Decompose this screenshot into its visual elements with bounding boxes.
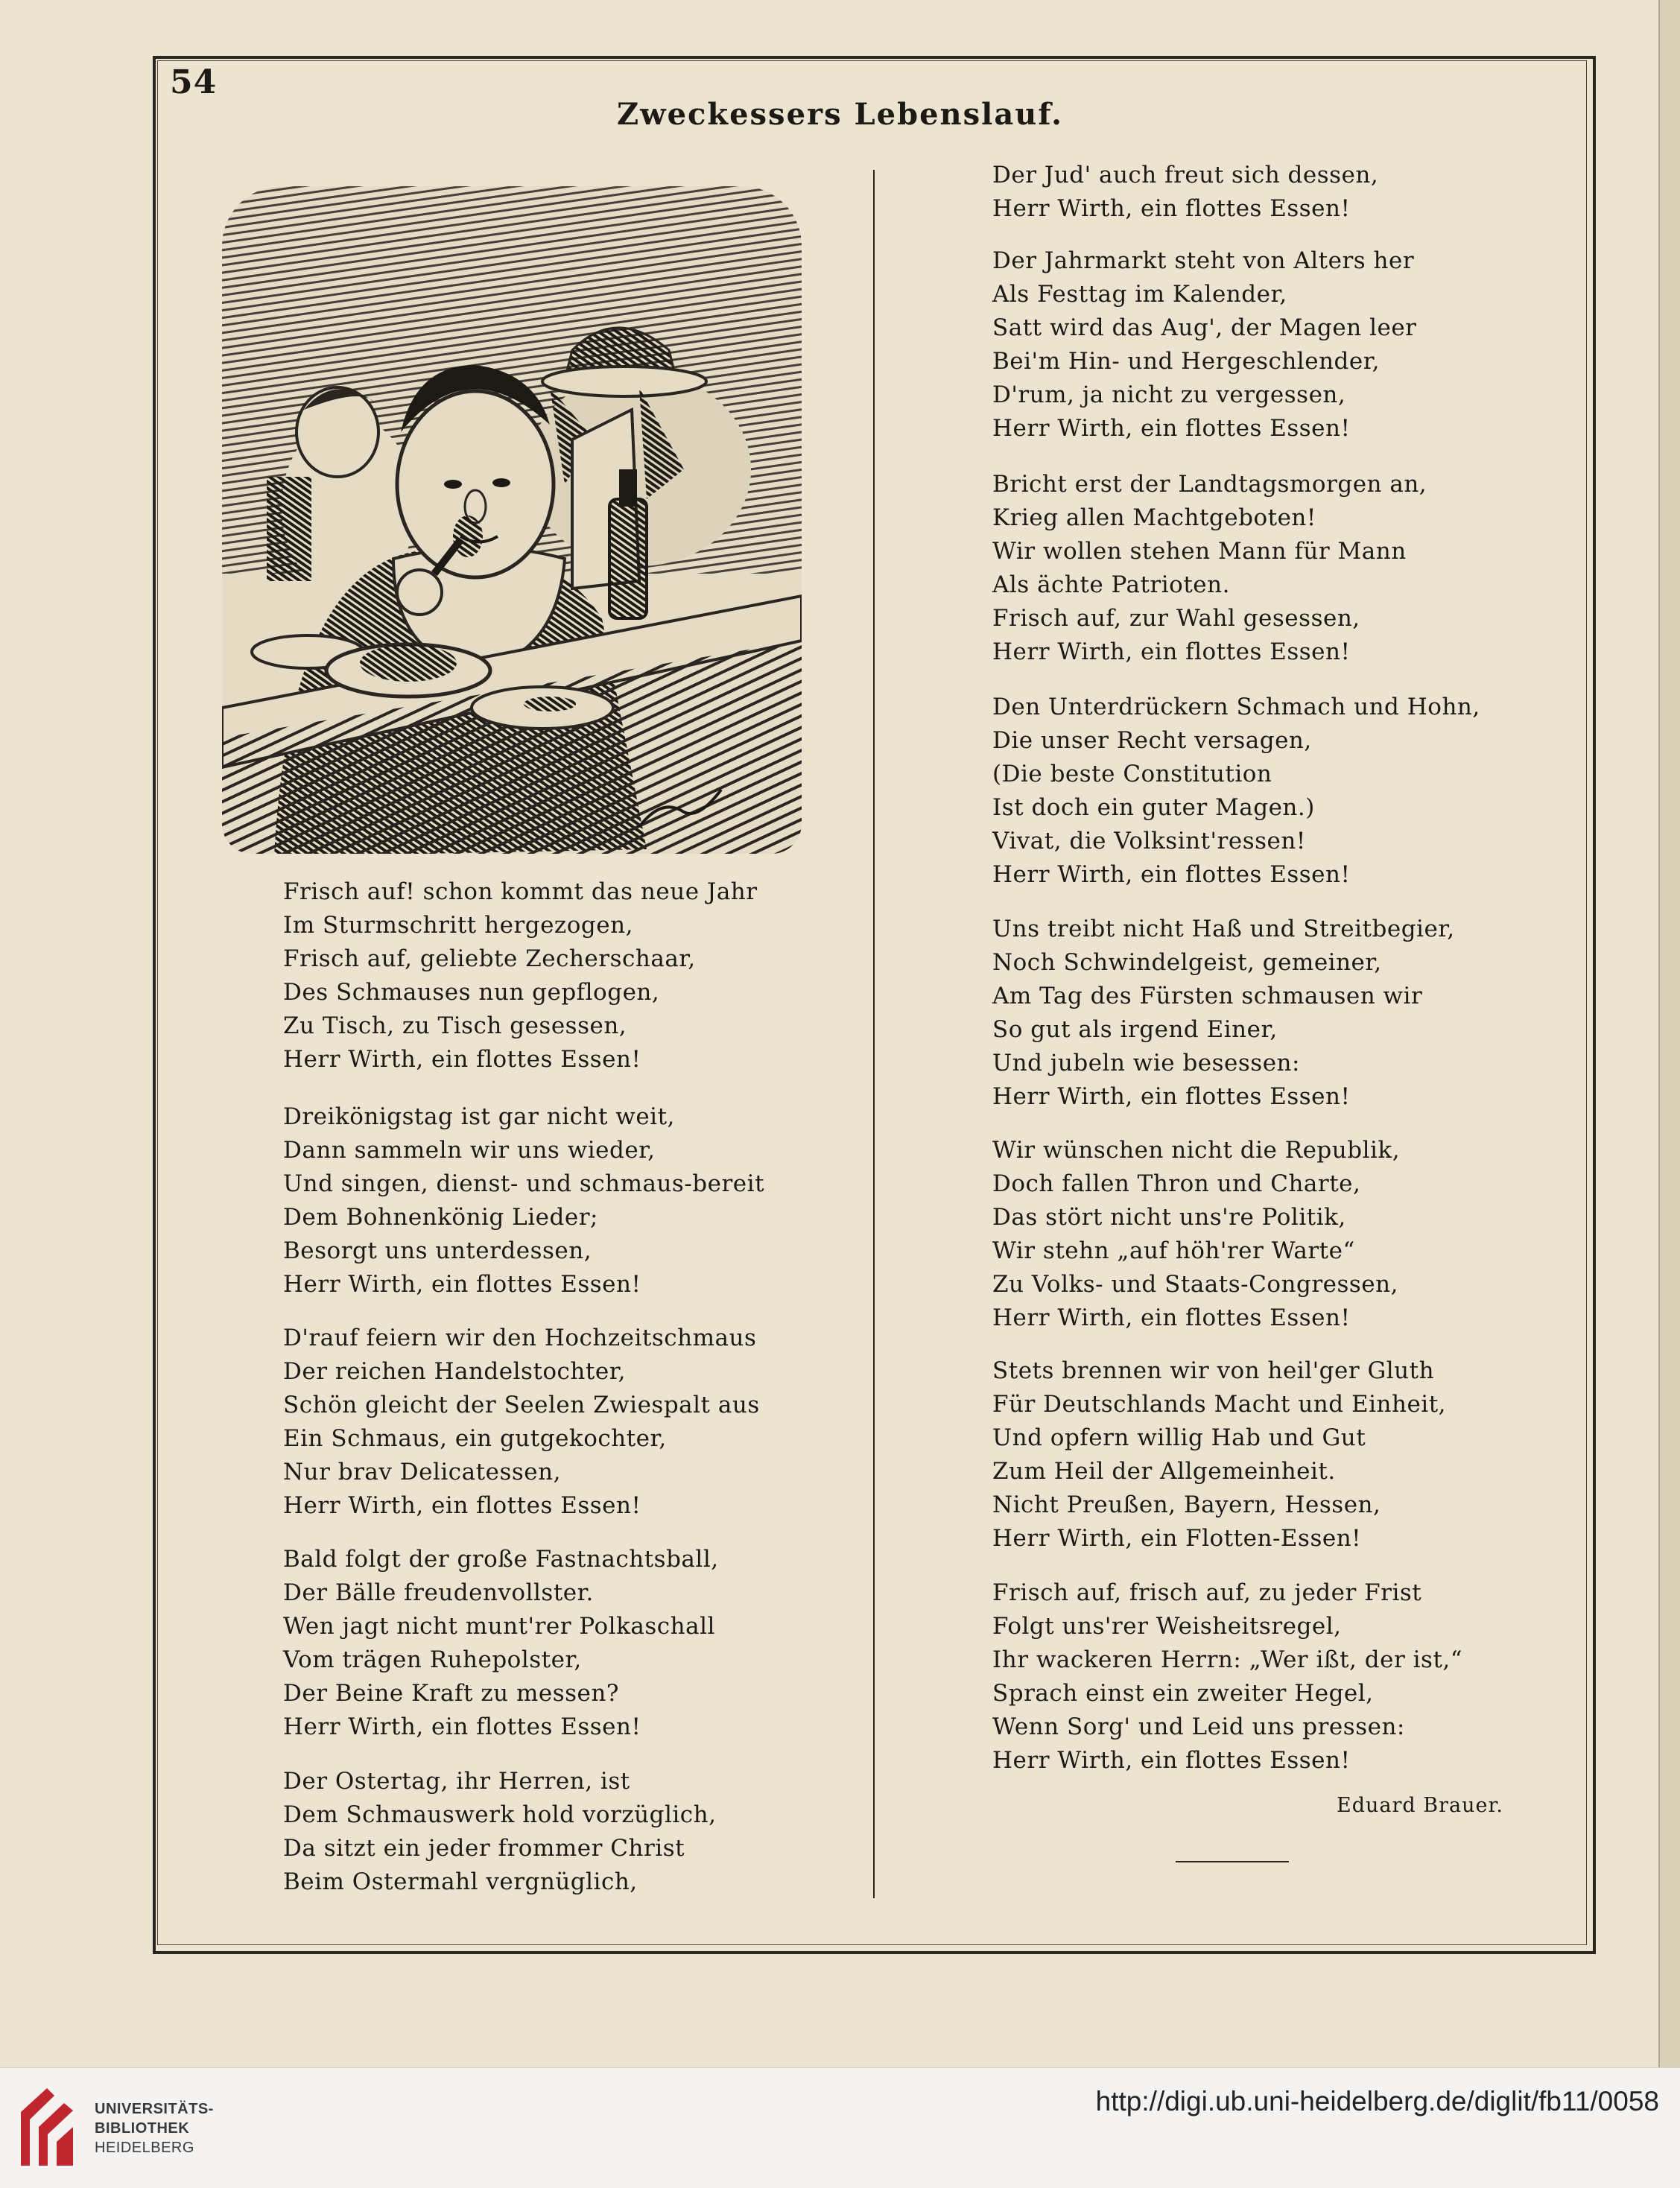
verse-line: Noch Schwindelgeist, gemeiner, xyxy=(992,949,1382,976)
verse-line: Bald folgt der große Fastnachtsball, xyxy=(283,1546,719,1573)
verse-line: Am Tag des Fürsten schmausen wir xyxy=(992,983,1423,1009)
verse-line: Herr Wirth, ein flottes Essen! xyxy=(992,195,1351,222)
verse-line: Schön gleicht der Seelen Zwiespalt aus xyxy=(283,1392,760,1418)
verse-line: Vom trägen Ruhepolster, xyxy=(283,1646,582,1673)
illustration-drawing xyxy=(222,186,802,854)
verse-line: D'rum, ja nicht zu vergessen, xyxy=(992,381,1346,408)
stanza-right-8 xyxy=(992,1576,1462,1778)
verse-line: D'rauf feiern wir den Hochzeitschmaus xyxy=(283,1325,757,1351)
verse-line: Vivat, die Volksint'ressen! xyxy=(992,828,1306,854)
column-divider xyxy=(873,170,875,1898)
verse-line: Besorgt uns unterdessen, xyxy=(283,1237,592,1264)
verse-line: Zu Tisch, zu Tisch gesessen, xyxy=(283,1012,627,1039)
verse-line: Und opfern willig Hab und Gut xyxy=(992,1424,1366,1451)
verse-line: Die unser Recht versagen, xyxy=(992,727,1312,754)
verse-line: Herr Wirth, ein flottes Essen! xyxy=(992,1304,1351,1331)
verse-line: Stets brennen wir von heil'ger Gluth xyxy=(992,1357,1435,1384)
verse-line: Folgt uns'rer Weisheitsregel, xyxy=(992,1613,1342,1640)
woodcut-illustration xyxy=(222,186,802,854)
verse-line: Herr Wirth, ein flottes Essen! xyxy=(283,1492,641,1519)
verse-line: Das stört nicht uns're Politik, xyxy=(992,1204,1346,1231)
verse-line: Bricht erst der Landtagsmorgen an, xyxy=(992,471,1427,498)
verse-line: (Die beste Constitution xyxy=(992,761,1272,787)
verse-line: Der reichen Handelstochter, xyxy=(283,1358,626,1385)
verse-line: Im Sturmschritt hergezogen, xyxy=(283,912,633,939)
verse-line: Frisch auf, geliebte Zecherschaar, xyxy=(283,945,696,972)
verse-line: Dann sammeln wir uns wieder, xyxy=(283,1137,656,1164)
poem-title: Zweckessers Lebenslauf. xyxy=(616,97,1064,132)
end-rule xyxy=(1176,1861,1289,1862)
logo-line: HEIDELBERG xyxy=(95,2140,194,2156)
verse-line: Herr Wirth, ein flottes Essen! xyxy=(992,415,1351,442)
stanza-right-2 xyxy=(992,244,1417,445)
verse-line: Des Schmauses nun gepflogen, xyxy=(283,979,660,1006)
verse-line: Der Jahrmarkt steht von Alters her xyxy=(992,247,1415,274)
stanza-left-4 xyxy=(283,1543,719,1744)
verse-line: Bei'm Hin- und Hergeschlender, xyxy=(992,348,1380,375)
verse-line: Da sitzt ein jeder frommer Christ xyxy=(283,1835,685,1862)
verse-line: Ihr wackeren Herrn: „Wer ißt, der ist,“ xyxy=(992,1646,1463,1673)
verse-line: Als ächte Patrioten. xyxy=(992,571,1230,598)
stanza-right-7 xyxy=(992,1354,1446,1556)
verse-line: Herr Wirth, ein flottes Essen! xyxy=(992,861,1351,888)
verse-line: Als Festtag im Kalender, xyxy=(992,281,1287,308)
verse-line: Wenn Sorg' und Leid uns pressen: xyxy=(992,1713,1405,1740)
verse-line: So gut als irgend Einer, xyxy=(992,1016,1278,1043)
verse-line: Nur brav Delicatessen, xyxy=(283,1459,561,1485)
verse-line: Den Unterdrückern Schmach und Hohn, xyxy=(992,694,1480,720)
stanza-right-3 xyxy=(992,468,1427,669)
verse-line: Zu Volks- und Staats-Congressen, xyxy=(992,1271,1398,1298)
verse-line: Zum Heil der Allgemeinheit. xyxy=(992,1458,1336,1485)
page-edge xyxy=(1658,0,1680,2067)
verse-line: Wen jagt nicht munt'rer Polkaschall xyxy=(283,1613,715,1640)
verse-line: Dem Bohnenkönig Lieder; xyxy=(283,1204,598,1231)
verse-line: Dem Schmauswerk hold vorzüglich, xyxy=(283,1801,717,1828)
verse-line: Satt wird das Aug', der Magen leer xyxy=(992,314,1417,341)
stanza-right-4 xyxy=(992,691,1480,892)
verse-line: Wir wünschen nicht die Republik, xyxy=(992,1137,1401,1164)
verse-line: Herr Wirth, ein flottes Essen! xyxy=(992,638,1351,665)
verse-line: Herr Wirth, ein flottes Essen! xyxy=(283,1046,641,1073)
verse-line: Krieg allen Machtgeboten! xyxy=(992,504,1316,531)
stanza-left-1 xyxy=(283,875,758,1076)
verse-line: Der Beine Kraft zu messen? xyxy=(283,1680,619,1707)
verse-line: Dreikönigstag ist gar nicht weit, xyxy=(283,1103,675,1130)
verse-line: Der Ostertag, ihr Herren, ist xyxy=(283,1768,630,1795)
stanza-right-6 xyxy=(992,1134,1400,1335)
verse-line: Für Deutschlands Macht und Einheit, xyxy=(992,1391,1447,1418)
university-logo-text[interactable] xyxy=(95,2099,214,2157)
verse-line: Beim Ostermahl vergnüglich, xyxy=(283,1868,638,1895)
verse-line: Ist doch ein guter Magen.) xyxy=(992,794,1315,821)
verse-line: Doch fallen Thron und Charte, xyxy=(992,1170,1361,1197)
author-signature: Eduard Brauer. xyxy=(1337,1794,1503,1817)
page-number: 54 xyxy=(170,63,218,101)
logo-line: UNIVERSITÄTS- xyxy=(95,2101,214,2117)
university-logo-icon[interactable] xyxy=(13,2082,80,2172)
verse-line: Ein Schmaus, ein gutgekochter, xyxy=(283,1425,667,1452)
stanza-right-5 xyxy=(992,913,1455,1114)
verse-line: Frisch auf, zur Wahl gesessen, xyxy=(992,605,1360,632)
stanza-left-2 xyxy=(283,1100,764,1301)
verse-line: Sprach einst ein zweiter Hegel, xyxy=(992,1680,1374,1707)
stanza-left-3 xyxy=(283,1322,760,1523)
verse-line: Und jubeln wie besessen: xyxy=(992,1050,1300,1076)
verse-line: Herr Wirth, ein flottes Essen! xyxy=(992,1083,1351,1110)
logo-line: BIBLIOTHEK xyxy=(95,2120,190,2137)
verse-line: Frisch auf, frisch auf, zu jeder Frist xyxy=(992,1579,1422,1606)
verse-line: Herr Wirth, ein flottes Essen! xyxy=(283,1271,641,1298)
verse-line: Wir stehn „auf höh'rer Warte“ xyxy=(992,1237,1355,1264)
stanza-right-1 xyxy=(992,159,1378,226)
verse-line: Herr Wirth, ein flottes Essen! xyxy=(992,1747,1351,1774)
verse-line: Und singen, dienst- und schmaus-bereit xyxy=(283,1170,765,1197)
verse-line: Der Bälle freudenvollster. xyxy=(283,1579,594,1606)
verse-line: Herr Wirth, ein flottes Essen! xyxy=(283,1713,641,1740)
verse-line: Nicht Preußen, Bayern, Hessen, xyxy=(992,1491,1381,1518)
source-url-link[interactable]: http://digi.ub.uni-heidelberg.de/diglit/fb11/0058 xyxy=(1095,2086,1659,2116)
stanza-left-5 xyxy=(283,1765,717,1899)
verse-line: Der Jud' auch freut sich dessen, xyxy=(992,162,1379,188)
verse-line: Frisch auf! schon kommt das neue Jahr xyxy=(283,878,758,905)
verse-line: Wir wollen stehen Mann für Mann xyxy=(992,538,1407,565)
verse-line: Uns treibt nicht Haß und Streitbegier, xyxy=(992,916,1455,942)
verse-line: Herr Wirth, ein Flotten-Essen! xyxy=(992,1525,1362,1552)
